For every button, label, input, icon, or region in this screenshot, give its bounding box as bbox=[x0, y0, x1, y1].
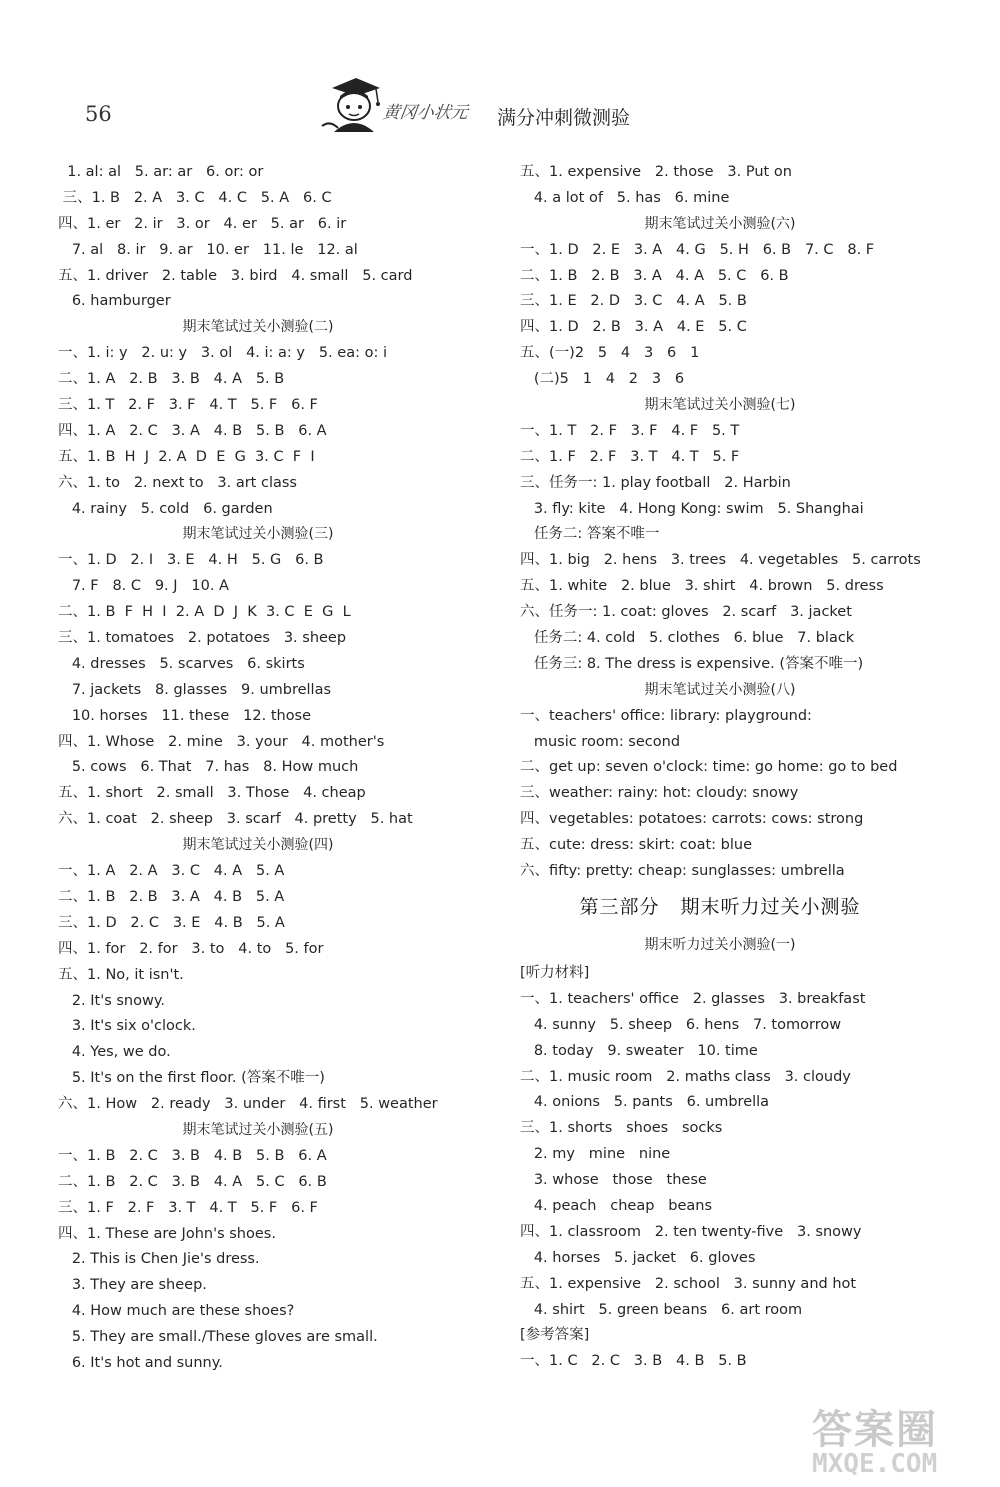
answer-line: music room: second bbox=[520, 733, 681, 750]
answer-line: 三、1. D 2. C 3. E 4. B 5. A bbox=[58, 914, 285, 931]
answer-line: 4. a lot of 5. has 6. mine bbox=[520, 189, 730, 206]
answer-line: 五、cute: dress: skirt: coat: blue bbox=[520, 837, 753, 854]
answer-line: 三、任务一: 1. play football 2. Harbin bbox=[520, 474, 791, 491]
mascot-scholar-icon bbox=[318, 74, 388, 136]
answer-line: 4. peach cheap beans bbox=[520, 1197, 713, 1214]
answer-line: 四、1. A 2. C 3. A 4. B 5. B 6. A bbox=[58, 422, 327, 439]
answer-line: 五、1. expensive 2. school 3. sunny and hot bbox=[520, 1275, 857, 1292]
section-heading: 期末笔试过关小测验(八) bbox=[644, 681, 796, 698]
answer-line: 三、1. T 2. F 3. F 4. T 5. F 6. F bbox=[58, 397, 318, 414]
answer-line: 4. rainy 5. cold 6. garden bbox=[58, 500, 273, 517]
answer-line: 4. How much are these shoes? bbox=[58, 1303, 295, 1320]
answer-line: 1. al: al 5. ar: ar 6. or: or bbox=[58, 164, 264, 180]
watermark-logo: 答案圈 bbox=[812, 1407, 938, 1453]
answer-line: 一、1. i: y 2. u: y 3. ol 4. i: a: y 5. ea: o: i bbox=[58, 345, 387, 362]
answer-line: 5. It's on the first floor. (答案不唯一) bbox=[58, 1070, 325, 1087]
answer-line: 六、1. How 2. ready 3. under 4. first 5. weather bbox=[58, 1096, 438, 1113]
answer-line: 六、1. coat 2. sheep 3. scarf 4. pretty 5. hat bbox=[58, 811, 413, 828]
section-heading: 期末笔试过关小测验(五) bbox=[182, 1121, 334, 1138]
answer-line: 六、1. to 2. next to 3. art class bbox=[58, 474, 297, 491]
answer-line: 一、1. A 2. A 3. C 4. A 5. A bbox=[58, 863, 285, 880]
book-title: 满分冲刺微测验 bbox=[497, 107, 631, 129]
answer-line: 7. F 8. C 9. J 10. A bbox=[58, 578, 229, 595]
answer-line: 一、1. D 2. I 3. E 4. H 5. G 6. B bbox=[58, 552, 324, 569]
answer-line: 4. onions 5. pants 6. umbrella bbox=[520, 1094, 770, 1111]
answer-line: 10. horses 11. these 12. those bbox=[58, 707, 312, 724]
answer-line: 4. Yes, we do. bbox=[58, 1044, 171, 1061]
answer-line: 二、1. A 2. B 3. B 4. A 5. B bbox=[58, 371, 285, 388]
answer-line: 四、vegetables: potatoes: carrots: cows: strong bbox=[520, 811, 864, 828]
answer-line: 三、1. tomatoes 2. potatoes 3. sheep bbox=[58, 630, 347, 647]
answer-line: 一、1. T 2. F 3. F 4. F 5. T bbox=[520, 422, 740, 439]
answer-line: 四、1. big 2. hens 3. trees 4. vegetables 5. carrots bbox=[520, 552, 921, 569]
answer-line: 五、1. white 2. blue 3. shirt 4. brown 5. dress bbox=[520, 578, 884, 595]
answer-line: 3. whose those these bbox=[520, 1172, 707, 1189]
answer-line: 3. They are sheep. bbox=[58, 1277, 207, 1294]
answer-line: 四、1. er 2. ir 3. or 4. er 5. ar 6. ir bbox=[58, 215, 347, 232]
answer-line: 四、1. classroom 2. ten twenty-five 3. snowy bbox=[520, 1223, 862, 1240]
section-heading: 期末笔试过关小测验(四) bbox=[182, 837, 334, 854]
answer-line: 6. It's hot and sunny. bbox=[58, 1354, 223, 1371]
answer-line: (二)5 1 4 2 3 6 bbox=[520, 371, 685, 388]
answer-line: 六、任务一: 1. coat: gloves 2. scarf 3. jacket bbox=[520, 604, 852, 621]
watermark bbox=[812, 1398, 992, 1478]
answer-line: 一、1. D 2. E 3. A 4. G 5. H 6. B 7. C 8. F bbox=[520, 241, 875, 258]
answer-line: 二、1. B 2. B 3. A 4. A 5. C 6. B bbox=[520, 267, 789, 284]
answer-line: [听力材料] bbox=[520, 964, 590, 981]
answer-line: 三、weather: rainy: hot: cloudy: snowy bbox=[520, 785, 799, 802]
answer-line: 三、1. E 2. D 3. C 4. A 5. B bbox=[520, 293, 747, 310]
answer-line: 二、1. F 2. F 3. T 4. T 5. F bbox=[520, 448, 740, 465]
answer-line: 五、1. B H J 2. A D E G 3. C F I bbox=[58, 448, 315, 465]
answer-line: 7. al 8. ir 9. ar 10. er 11. le 12. al bbox=[58, 241, 358, 258]
answer-line: 五、1. driver 2. table 3. bird 4. small 5. card bbox=[58, 267, 413, 284]
answer-line: 五、1. short 2. small 3. Those 4. cheap bbox=[58, 785, 366, 802]
answer-line: 2. This is Chen Jie's dress. bbox=[58, 1251, 260, 1268]
answer-line: 四、1. These are John's shoes. bbox=[58, 1225, 276, 1242]
answer-line: 7. jackets 8. glasses 9. umbrellas bbox=[58, 681, 332, 698]
answer-line: 四、1. for 2. for 3. to 4. to 5. for bbox=[58, 940, 324, 957]
section-heading: 期末笔试过关小测验(二) bbox=[182, 319, 334, 336]
page-header bbox=[0, 60, 1000, 140]
answer-line: 4. shirt 5. green beans 6. art room bbox=[520, 1301, 803, 1318]
left-column bbox=[58, 160, 458, 1377]
answer-line: 一、1. C 2. C 3. B 4. B 5. B bbox=[520, 1353, 747, 1370]
answer-line: 五、(一)2 5 4 3 6 1 bbox=[520, 345, 700, 362]
answer-line: 四、1. Whose 2. mine 3. your 4. mother's bbox=[58, 733, 385, 750]
brand-logo-text: 黄冈小状元 bbox=[381, 103, 470, 123]
watermark-url: MXQE.COM bbox=[812, 1449, 938, 1479]
answer-line: 5. They are small./These gloves are small. bbox=[58, 1329, 378, 1346]
answer-line: 二、1. music room 2. maths class 3. cloudy bbox=[520, 1068, 851, 1085]
answer-line: 8. today 9. sweater 10. time bbox=[520, 1042, 758, 1059]
answer-line: [参考答案] bbox=[520, 1327, 590, 1344]
section-heading: 期末笔试过关小测验(七) bbox=[644, 397, 796, 414]
answer-line: 4. dresses 5. scarves 6. skirts bbox=[58, 655, 305, 672]
answer-line: 2. It's snowy. bbox=[58, 992, 165, 1009]
answer-line: 一、1. B 2. C 3. B 4. B 5. B 6. A bbox=[58, 1147, 327, 1164]
section-heading: 第三部分 期末听力过关小测验 bbox=[579, 895, 861, 918]
answer-line: 六、fifty: pretty: cheap: sunglasses: umbrella bbox=[520, 863, 845, 880]
answer-line: 三、1. shorts shoes socks bbox=[520, 1120, 723, 1137]
answer-line: 2. my mine nine bbox=[520, 1146, 671, 1163]
answer-line: 五、1. No, it isn't. bbox=[58, 966, 184, 983]
answer-line: 二、1. B 2. C 3. B 4. A 5. C 6. B bbox=[58, 1173, 327, 1190]
answer-line: 三、1. F 2. F 3. T 4. T 5. F 6. F bbox=[58, 1199, 318, 1216]
answer-line: 5. cows 6. That 7. has 8. How much bbox=[58, 759, 359, 776]
section-heading: 期末笔试过关小测验(三) bbox=[182, 526, 334, 543]
answer-line: 任务二: 答案不唯一 bbox=[520, 526, 660, 543]
answer-line: 一、1. teachers' office 2. glasses 3. breakfast bbox=[520, 990, 866, 1007]
answer-line: 4. horses 5. jacket 6. gloves bbox=[520, 1249, 756, 1266]
answer-line: 二、1. B 2. B 3. A 4. B 5. A bbox=[58, 888, 285, 905]
answer-line: 一、teachers' office: library: playground: bbox=[520, 707, 812, 724]
answer-line: 任务二: 4. cold 5. clothes 6. blue 7. black bbox=[520, 630, 855, 647]
section-heading: 期末笔试过关小测验(六) bbox=[644, 215, 796, 232]
answer-line: 3. fly: kite 4. Hong Kong: swim 5. Shanghai bbox=[520, 500, 864, 517]
answer-line: 4. sunny 5. sheep 6. hens 7. tomorrow bbox=[520, 1016, 842, 1033]
answer-line: 三、1. B 2. A 3. C 4. C 5. A 6. C bbox=[58, 189, 332, 206]
answer-line: 二、1. B F H I 2. A D J K 3. C E G L bbox=[58, 604, 351, 621]
answer-line: 四、1. D 2. B 3. A 4. E 5. C bbox=[520, 319, 747, 336]
page-number: 56 bbox=[85, 102, 112, 126]
right-column bbox=[520, 160, 920, 1375]
answer-line: 3. It's six o'clock. bbox=[58, 1018, 196, 1035]
answer-line: 五、1. expensive 2. those 3. Put on bbox=[520, 164, 792, 180]
answer-line: 二、get up: seven o'clock: time: go home: go to bed bbox=[520, 759, 898, 776]
answer-line: 任务三: 8. The dress is expensive. (答案不唯一) bbox=[520, 655, 864, 672]
section-heading: 期末听力过关小测验(一) bbox=[644, 936, 796, 953]
answer-line: 6. hamburger bbox=[58, 293, 171, 310]
